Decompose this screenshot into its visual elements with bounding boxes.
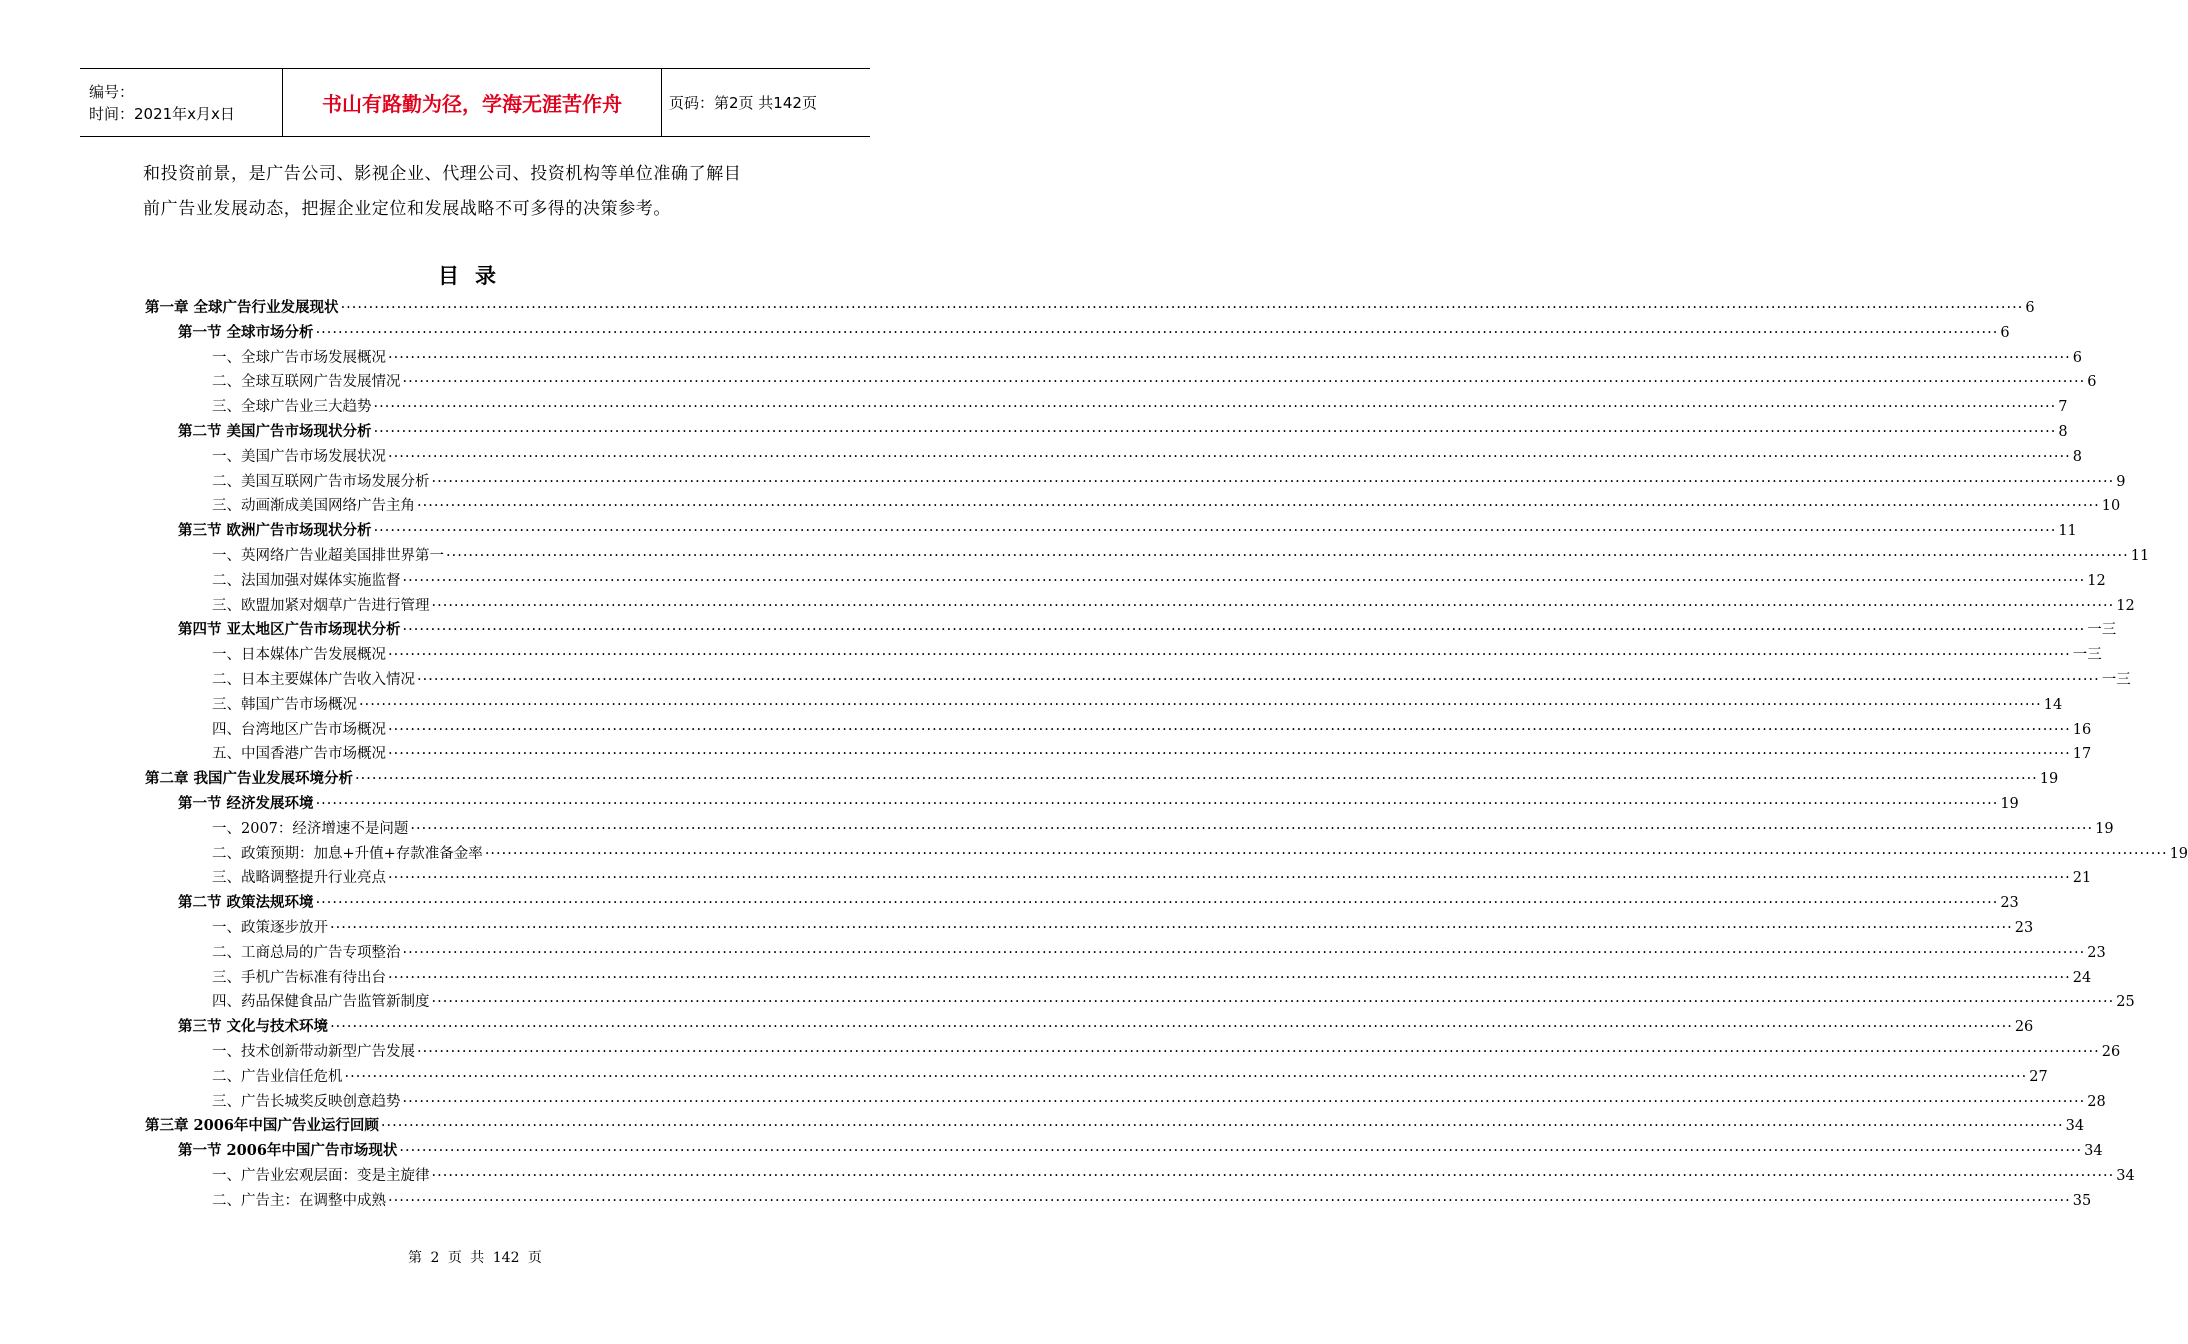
toc-entry-label: 一、政策逐步放开: [212, 919, 328, 936]
toc-entry-page: 26: [2101, 1043, 2121, 1060]
toc-entry-page: 34: [2065, 1118, 2085, 1135]
page-header: [80, 68, 870, 137]
toc-entry[interactable]: [145, 569, 2106, 594]
toc-entry-label: 一、技术创新带动新型广告发展: [212, 1043, 415, 1060]
toc-entry-label: 第三章 2006年中国广告业运行回顾: [145, 1117, 379, 1135]
toc-entry-page: 14: [2043, 696, 2063, 713]
toc-entry-page: 12: [2087, 572, 2106, 589]
toc-entry[interactable]: [145, 618, 2117, 643]
toc-entry[interactable]: [145, 742, 2092, 767]
toc-dot-leader: ············································································································································································································································································································: [402, 572, 2086, 589]
toc-entry-page: 11: [2058, 523, 2077, 540]
toc-entry-page: 19: [2000, 795, 2019, 812]
toc-entry-label: 三、动画渐成美国网络广告主角: [212, 498, 415, 515]
toc-entry-page: 19: [2095, 820, 2114, 837]
toc-entry-label: 二、美国互联网广告市场发展分析: [212, 473, 430, 490]
toc-entry-label: 一、全球广告市场发展概况: [212, 349, 386, 366]
toc-entry[interactable]: [145, 718, 2092, 743]
toc-entry[interactable]: [145, 445, 2082, 470]
toc-entry-page: 6: [2072, 349, 2082, 366]
intro-line: 前广告业发展动态，把握企业定位和发展战略不可多得的决策参考。: [143, 199, 671, 219]
toc-dot-leader: ············································································································································································································································································································: [402, 1093, 2086, 1110]
toc-entry-label: 第四节 亚太地区广告市场现状分析: [178, 621, 401, 639]
toc-entry-page: 17: [2072, 746, 2092, 763]
toc-entry[interactable]: [145, 420, 2068, 445]
toc-dot-leader: ············································································································································································································································································································: [402, 622, 2086, 639]
toc-dot-leader: ············································································································································································································································································································: [330, 919, 2013, 936]
toc-dot-leader: ············································································································································································································································································································: [373, 523, 2057, 540]
toc-dot-leader: ············································································································································································································································································································: [380, 1118, 2064, 1135]
toc-entry-page: 一三: [2101, 671, 2131, 688]
toc-entry-page: 21: [2072, 870, 2092, 887]
toc-entry[interactable]: [145, 296, 2035, 321]
toc-entry-page: 6: [2087, 374, 2097, 391]
toc-entry-page: 7: [2058, 399, 2068, 416]
toc-entry-label: 三、欧盟加紧对烟草广告进行管理: [212, 597, 430, 614]
toc-entry-page: 16: [2072, 721, 2092, 738]
toc-entry-page: 一三: [2072, 647, 2102, 664]
header-motto: 书山有路勤为径，学海无涯苦作舟: [282, 69, 662, 136]
toc-entry[interactable]: [145, 941, 2106, 966]
toc-dot-leader: ············································································································································································································································································································: [388, 969, 2071, 986]
toc-entry-label: 第一节 经济发展环境: [178, 794, 314, 812]
toc-dot-leader: ············································································································································································································································································································: [388, 746, 2071, 763]
toc-entry-page: 25: [2116, 994, 2135, 1011]
toc-entry[interactable]: [145, 842, 2188, 867]
toc-dot-leader: ············································································································································································································································································································: [410, 820, 2094, 837]
toc-entry[interactable]: [145, 544, 2150, 569]
toc-dot-leader: ············································································································································································································································································································: [417, 671, 2100, 688]
toc-entry-label: 二、日本主要媒体广告收入情况: [212, 671, 415, 688]
toc-entry-label: 一、英网络广告业超美国排世界第一: [212, 547, 444, 564]
toc-entry-page: 34: [2084, 1143, 2103, 1160]
toc-entry[interactable]: [145, 1040, 2121, 1065]
toc-entry-page: 23: [2000, 895, 2019, 912]
toc-dot-leader: ············································································································································································································································································································: [402, 944, 2086, 961]
toc-dot-leader: ············································································································································································································································································································: [315, 795, 1999, 812]
toc-dot-leader: ············································································································································································································································································································: [373, 399, 2057, 416]
toc-dot-leader: ············································································································································································································································································································: [417, 1043, 2100, 1060]
toc-entry-label: 一、美国广告市场发展状况: [212, 448, 386, 465]
toc-entry[interactable]: [145, 321, 2010, 346]
toc-entry-label: 第一节 2006年中国广告市场现状: [178, 1142, 398, 1160]
toc-entry[interactable]: [145, 693, 2063, 718]
toc-dot-leader: ············································································································································································································································································································: [344, 1068, 2028, 1085]
toc-entry[interactable]: [145, 916, 2034, 941]
toc-dot-leader: ············································································································································································································································································································: [484, 845, 2168, 862]
intro-line: 和投资前景，是广告公司、影视企业、代理公司、投资机构等单位准确了解目: [143, 164, 742, 184]
toc-entry-label: 二、广告业信任危机: [212, 1068, 343, 1085]
toc-entry-label: 四、药品保健食品广告监管新制度: [212, 994, 430, 1011]
toc-entry[interactable]: [145, 1015, 2034, 1040]
toc-entry[interactable]: [145, 990, 2135, 1015]
toc-entry[interactable]: [145, 891, 2019, 916]
toc-entry-page: 19: [2169, 845, 2188, 862]
toc-entry-page: 24: [2072, 969, 2092, 986]
toc-entry-label: 第一节 全球市场分析: [178, 323, 314, 341]
toc-entry[interactable]: [145, 346, 2082, 371]
toc-dot-leader: ············································································································································································································································································································: [402, 374, 2086, 391]
table-of-contents: [145, 296, 2188, 1213]
toc-entry[interactable]: [145, 1189, 2092, 1214]
toc-entry-label: 五、中国香港广告市场概况: [212, 746, 386, 763]
document-number-label: 编号：: [89, 82, 135, 101]
toc-dot-leader: ············································································································································································································································································································: [388, 448, 2071, 465]
toc-dot-leader: ············································································································································································································································································································: [431, 473, 2115, 490]
toc-entry-label: 二、工商总局的广告专项整治: [212, 944, 401, 961]
toc-dot-leader: ············································································································································································································································································································: [355, 771, 2038, 788]
document-date: 时间：2021年x月x日: [89, 104, 235, 123]
toc-entry-label: 一、2007：经济增速不是问题: [212, 820, 409, 837]
toc-dot-leader: ············································································································································································································································································································: [315, 895, 1999, 912]
toc-title: 目录: [438, 263, 512, 288]
toc-entry-label: 三、广告长城奖反映创意趋势: [212, 1093, 401, 1110]
toc-entry-label: 二、法国加强对媒体实施监督: [212, 572, 401, 589]
toc-dot-leader: ············································································································································································································································································································: [373, 423, 2057, 440]
toc-dot-leader: ············································································································································································································································································································: [388, 1192, 2071, 1209]
toc-dot-leader: ············································································································································································································································································································: [431, 597, 2115, 614]
toc-entry[interactable]: [145, 1090, 2106, 1115]
toc-entry-page: 28: [2087, 1093, 2106, 1110]
toc-entry-label: 二、政策预期：加息+升值+存款准备金率: [212, 845, 483, 862]
toc-dot-leader: ············································································································································································································································································································: [388, 721, 2071, 738]
toc-entry[interactable]: [145, 668, 2131, 693]
toc-entry-page: 8: [2072, 448, 2082, 465]
toc-dot-leader: ············································································································································································································································································································: [388, 349, 2071, 366]
toc-entry-page: 6: [2025, 300, 2035, 316]
toc-entry-label: 一、日本媒体广告发展概况: [212, 647, 386, 664]
header-meta: [80, 69, 282, 136]
toc-entry-page: 9: [2116, 473, 2126, 490]
toc-entry-label: 第二节 美国广告市场现状分析: [178, 422, 372, 440]
toc-dot-leader: ············································································································································································································································································································: [330, 1019, 2013, 1036]
toc-entry-page: 8: [2058, 423, 2068, 440]
toc-entry[interactable]: [145, 470, 2126, 495]
toc-entry-label: 第二节 政策法规环境: [178, 894, 314, 912]
toc-entry-label: 三、手机广告标准有待出台: [212, 969, 386, 986]
toc-entry[interactable]: [145, 519, 2077, 544]
intro-paragraph: [143, 157, 805, 227]
toc-entry-label: 一、广告业宏观层面：变是主旋律: [212, 1167, 430, 1184]
toc-entry-label: 二、广告主：在调整中成熟: [212, 1192, 386, 1209]
toc-entry[interactable]: [145, 594, 2135, 619]
toc-entry[interactable]: [145, 866, 2092, 891]
toc-entry-page: 19: [2039, 771, 2059, 788]
toc-entry-page: 26: [2014, 1019, 2034, 1036]
toc-entry[interactable]: [145, 1139, 2103, 1164]
header-page-info: 页码：第2页 共142页: [669, 94, 817, 112]
toc-entry-page: 10: [2101, 498, 2121, 515]
toc-entry-page: 34: [2116, 1167, 2135, 1184]
toc-entry[interactable]: [145, 817, 2114, 842]
toc-entry-page: 11: [2130, 547, 2150, 564]
toc-entry[interactable]: [145, 1164, 2135, 1189]
toc-dot-leader: ············································································································································································································································································································: [446, 547, 2129, 564]
toc-dot-leader: ············································································································································································································································································································: [431, 1167, 2115, 1184]
toc-dot-leader: ············································································································································································································································································································: [359, 696, 2042, 713]
page-footer: 第 2 页 共 142 页: [408, 1250, 542, 1266]
toc-entry[interactable]: [145, 1065, 2048, 1090]
toc-entry[interactable]: [145, 767, 2059, 792]
toc-entry-page: 27: [2029, 1068, 2048, 1085]
toc-dot-leader: ············································································································································································································································································································: [315, 324, 1999, 341]
toc-dot-leader: ············································································································································································································································································································: [388, 647, 2071, 664]
toc-entry-label: 四、台湾地区广告市场概况: [212, 721, 386, 738]
toc-entry-label: 第三节 欧洲广告市场现状分析: [178, 522, 372, 540]
toc-entry[interactable]: [145, 643, 2102, 668]
toc-entry-page: 6: [2000, 324, 2010, 341]
toc-entry[interactable]: [145, 395, 2068, 420]
toc-entry-label: 三、战略调整提升行业亮点: [212, 870, 386, 887]
toc-dot-leader: ············································································································································································································································································································: [340, 300, 2024, 316]
toc-entry[interactable]: [145, 1114, 2085, 1139]
toc-dot-leader: ············································································································································································································································································································: [417, 498, 2100, 515]
toc-entry-label: 第三节 文化与技术环境: [178, 1018, 329, 1036]
toc-entry-page: 一三: [2087, 622, 2117, 639]
toc-dot-leader: ············································································································································································································································································································: [399, 1143, 2083, 1160]
toc-entry[interactable]: [145, 792, 2019, 817]
toc-entry-label: 三、韩国广告市场概况: [212, 696, 357, 713]
toc-entry-label: 第二章 我国广告业发展环境分析: [145, 770, 354, 788]
toc-entry-page: 12: [2116, 597, 2135, 614]
toc-entry[interactable]: [145, 966, 2092, 991]
toc-entry[interactable]: [145, 370, 2097, 395]
toc-dot-leader: ············································································································································································································································································································: [431, 994, 2115, 1011]
toc-entry-page: 23: [2087, 944, 2106, 961]
toc-entry-page: 35: [2072, 1192, 2092, 1209]
toc-entry[interactable]: [145, 494, 2121, 519]
toc-entry-label: 三、全球广告业三大趋势: [212, 399, 372, 416]
toc-entry-label: 第一章 全球广告行业发展现状: [145, 299, 339, 316]
toc-entry-label: 二、全球互联网广告发展情况: [212, 374, 401, 391]
toc-entry-page: 23: [2014, 919, 2034, 936]
toc-dot-leader: ············································································································································································································································································································: [388, 870, 2071, 887]
